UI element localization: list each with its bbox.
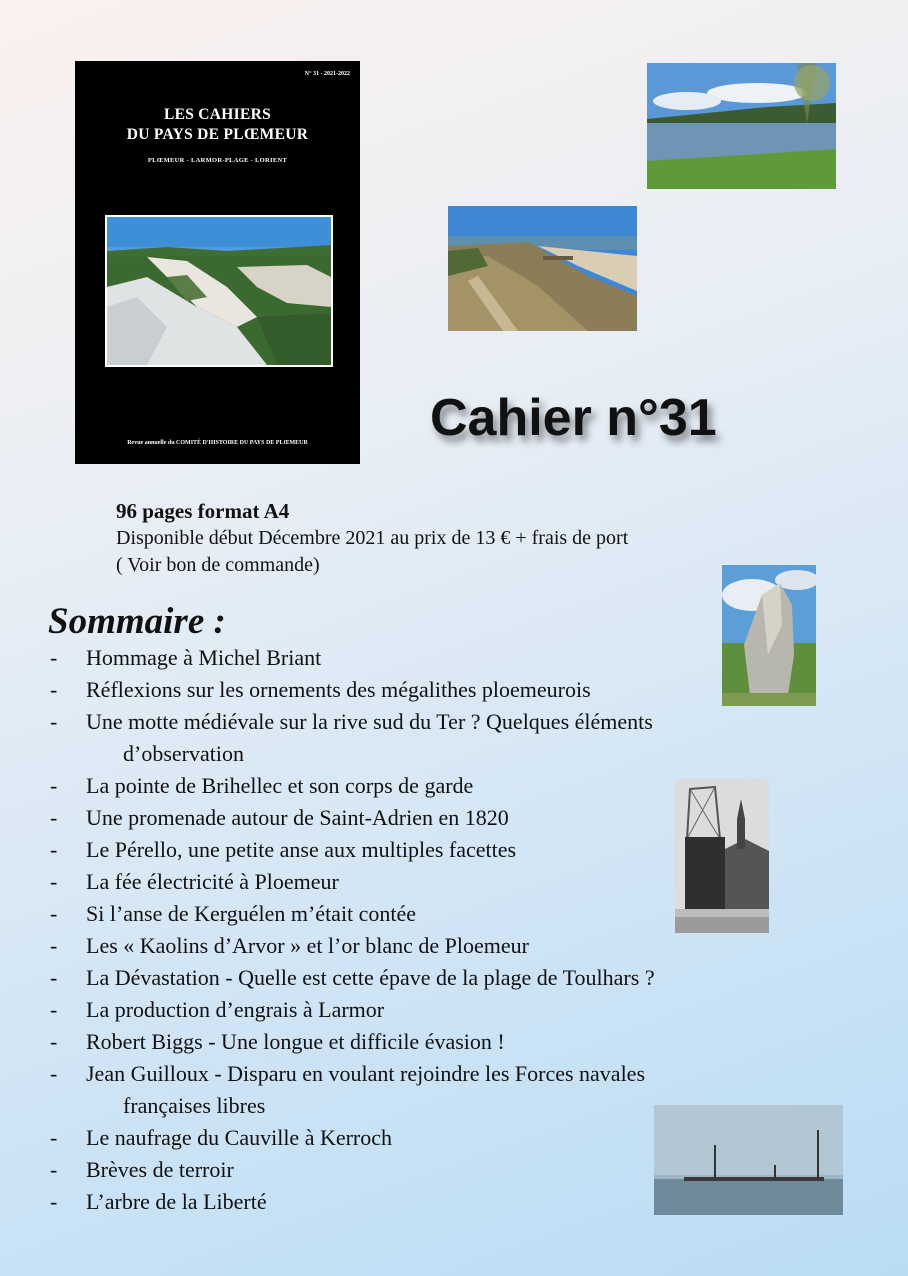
- toc-dash: -: [50, 965, 58, 990]
- toc-item-text: Jean Guilloux - Disparu en voulant rejoindre les Forces navales: [86, 1061, 646, 1086]
- toc-item-text: Une promenade autour de Saint-Adrien en 1820: [86, 805, 509, 830]
- toc-item-text: La fée électricité à Ploemeur: [86, 869, 339, 894]
- toc-item-text: Si l’anse de Kerguélen m’était contée: [86, 901, 417, 926]
- toc-item-continuation: françaises libres: [123, 1093, 266, 1118]
- toc-dash: -: [50, 1189, 58, 1214]
- book-cover: [75, 61, 360, 464]
- toc-item: [48, 1026, 808, 1058]
- toc-item: [48, 866, 808, 898]
- cover-photo-quarry: [105, 215, 333, 367]
- toc-item: [48, 674, 808, 706]
- format-line: 96 pages format A4: [116, 499, 290, 523]
- toc-item-text: Une motte médiévale sur la rive sud du Ter ? Quelques éléments: [86, 709, 653, 734]
- cover-title-line2: DU PAYS DE PLŒMEUR: [126, 126, 309, 143]
- toc-item-continuation: d’observation: [123, 741, 244, 766]
- sommaire-title: Sommaire :: [48, 601, 226, 642]
- toc-item-text: Le Pérello, une petite anse aux multiples facettes: [86, 837, 517, 862]
- cover-places: PLŒMEUR - LARMOR-PLAGE - LORIENT: [147, 157, 288, 164]
- toc-dash: -: [50, 677, 58, 702]
- toc-item: [48, 1058, 808, 1122]
- toc-dash: -: [50, 1061, 58, 1086]
- toc-dash: -: [50, 933, 58, 958]
- toc-dash: -: [50, 645, 58, 670]
- toc-item-text: La pointe de Brihellec et son corps de garde: [86, 773, 474, 798]
- toc-item: [48, 802, 808, 834]
- toc-item: [48, 770, 808, 802]
- toc-item: [48, 706, 808, 770]
- toc-dash: -: [50, 709, 58, 734]
- availability-line: Disponible début Décembre 2021 au prix de 13 € + frais de port: [116, 527, 629, 549]
- order-note: ( Voir bon de commande): [116, 554, 320, 576]
- toc-item-text: La production d’engrais à Larmor: [86, 997, 385, 1022]
- toc-dash: -: [50, 869, 58, 894]
- toc-item: [48, 898, 808, 930]
- toc-item: [48, 994, 808, 1026]
- toc-item-text: Le naufrage du Cauville à Kerroch: [86, 1125, 393, 1150]
- toc-item-text: Robert Biggs - Une longue et difficile évasion !: [86, 1029, 505, 1054]
- toc-dash: -: [50, 773, 58, 798]
- toc-dash: -: [50, 1125, 58, 1150]
- toc-item-text: Les « Kaolins d’Arvor » et l’or blanc de Ploemeur: [86, 933, 529, 958]
- cover-title: [75, 105, 360, 145]
- table-of-contents: [48, 642, 808, 1218]
- issue-heading: Cahier n°31: [430, 389, 717, 447]
- toc-dash: -: [50, 1029, 58, 1054]
- toc-dash: -: [50, 837, 58, 862]
- toc-item-text: Brèves de terroir: [86, 1157, 234, 1182]
- toc-item-text: Réflexions sur les ornements des mégalithes ploemeurois: [86, 677, 591, 702]
- photo-dunes: [448, 206, 637, 331]
- toc-item: [48, 1122, 808, 1154]
- toc-dash: -: [50, 901, 58, 926]
- toc-item-text: La Dévastation - Quelle est cette épave de la plage de Toulhars ?: [86, 965, 655, 990]
- cover-title-line1: LES CAHIERS: [163, 106, 272, 123]
- toc-item-text: L’arbre de la Liberté: [86, 1189, 267, 1214]
- toc-item-text: Hommage à Michel Briant: [86, 645, 322, 670]
- photo-lake: [647, 63, 836, 189]
- toc-item: [48, 930, 808, 962]
- toc-item: [48, 1154, 808, 1186]
- toc-item: [48, 1186, 808, 1218]
- toc-dash: -: [50, 997, 58, 1022]
- publication-info: [116, 498, 628, 579]
- toc-item: [48, 962, 808, 994]
- toc-item: [48, 642, 808, 674]
- toc-dash: -: [50, 805, 58, 830]
- toc-item: [48, 834, 808, 866]
- cover-issue: N° 31 - 2021-2022: [304, 71, 350, 77]
- toc-dash: -: [50, 1157, 58, 1182]
- cover-footer: Revue annuelle du COMITÉ D'HISTOIRE DU PAYS DE PLŒMEUR: [127, 440, 308, 446]
